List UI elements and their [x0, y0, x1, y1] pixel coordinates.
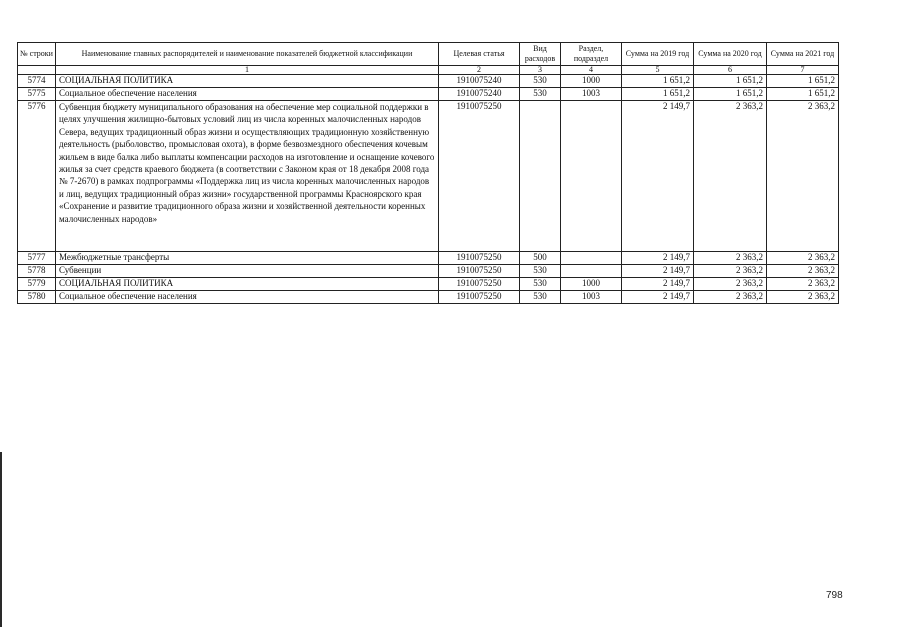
row-sum-2021: 1 651,2 — [767, 75, 839, 88]
row-sum-2020: 2 363,2 — [694, 278, 767, 291]
row-sum-2020: 2 363,2 — [694, 252, 767, 265]
page-number: 798 — [826, 590, 843, 601]
column-number — [18, 66, 56, 75]
table-body — [18, 75, 839, 304]
row-name: Субвенции — [56, 265, 439, 278]
header-row-number: № строки — [18, 43, 56, 66]
row-section — [561, 101, 622, 252]
row-sum-2021: 1 651,2 — [767, 88, 839, 101]
row-sum-2019: 2 149,7 — [622, 252, 694, 265]
table-row — [18, 291, 839, 304]
row-name: Субвенция бюджету муниципального образования на обеспечение мер социальной поддержки в целях улучшения жилищно-бытовых условий лиц из числа коренных малочисленных народов Севера, ведущих традиционный образ жизни и осуществляющих традиционную хозяйственную деятельность (рыболовство, промысловая охота), в форме безвозмездного обеспечения кочевым жильем в виде балка либо выплаты компенсации расходов на изготовление и оснащение кочевого жилья за счет средств краевого бюджета (в соответствии с Законом края от 18 декабря 2008 года № 7-2670) в рамках подпрограммы «Поддержка лиц из числа коренных малочисленных народов и лиц, ведущих традиционный образ жизни» государственной программы Красноярского края «Сохранение и развитие традиционного образа жизни и хозяйственной деятельности коренных малочисленных народов» — [56, 101, 439, 252]
header-name: Наименование главных распорядителей и наименование показателей бюджетной классификации — [56, 43, 439, 66]
header-sum-2021: Сумма на 2021 год — [767, 43, 839, 66]
budget-table — [17, 42, 839, 304]
row-sum-2021: 2 363,2 — [767, 252, 839, 265]
row-name: СОЦИАЛЬНАЯ ПОЛИТИКА — [56, 75, 439, 88]
header-row — [18, 43, 839, 66]
column-number: 2 — [439, 66, 520, 75]
row-sum-2021: 2 363,2 — [767, 265, 839, 278]
header-expense-type: Вид расходов — [520, 43, 561, 66]
column-number: 7 — [767, 66, 839, 75]
scan-edge-line — [0, 452, 2, 627]
row-sum-2020: 2 363,2 — [694, 265, 767, 278]
row-target-article: 1910075250 — [439, 101, 520, 252]
row-section: 1003 — [561, 291, 622, 304]
header-section: Раздел, подраздел — [561, 43, 622, 66]
column-number: 3 — [520, 66, 561, 75]
row-sum-2021: 2 363,2 — [767, 278, 839, 291]
row-sum-2019: 2 149,7 — [622, 101, 694, 252]
row-sum-2019: 2 149,7 — [622, 265, 694, 278]
row-expense-type — [520, 101, 561, 252]
column-number: 5 — [622, 66, 694, 75]
row-expense-type: 530 — [520, 265, 561, 278]
row-expense-type: 500 — [520, 252, 561, 265]
row-section: 1003 — [561, 88, 622, 101]
row-sum-2020: 1 651,2 — [694, 75, 767, 88]
row-section: 1000 — [561, 75, 622, 88]
row-name: Социальное обеспечение населения — [56, 291, 439, 304]
table-row — [18, 278, 839, 291]
row-sum-2019: 2 149,7 — [622, 278, 694, 291]
table-row — [18, 265, 839, 278]
row-sum-2020: 2 363,2 — [694, 101, 767, 252]
table-row — [18, 101, 839, 252]
column-number-row — [18, 66, 839, 75]
row-name: Межбюджетные трансферты — [56, 252, 439, 265]
row-target-article: 1910075240 — [439, 75, 520, 88]
column-number: 4 — [561, 66, 622, 75]
row-name: Социальное обеспечение населения — [56, 88, 439, 101]
row-expense-type: 530 — [520, 278, 561, 291]
row-sum-2020: 1 651,2 — [694, 88, 767, 101]
header-target-article: Целевая статья — [439, 43, 520, 66]
column-number: 1 — [56, 66, 439, 75]
row-sum-2019: 1 651,2 — [622, 75, 694, 88]
row-section: 1000 — [561, 278, 622, 291]
row-sum-2021: 2 363,2 — [767, 291, 839, 304]
row-number: 5775 — [18, 88, 56, 101]
row-number: 5774 — [18, 75, 56, 88]
table-row — [18, 88, 839, 101]
row-section — [561, 265, 622, 278]
table-row — [18, 75, 839, 88]
row-expense-type: 530 — [520, 75, 561, 88]
table-header — [18, 43, 839, 75]
header-sum-2019: Сумма на 2019 год — [622, 43, 694, 66]
row-target-article: 1910075250 — [439, 265, 520, 278]
row-expense-type: 530 — [520, 88, 561, 101]
table-row — [18, 252, 839, 265]
row-target-article: 1910075240 — [439, 88, 520, 101]
row-sum-2021: 2 363,2 — [767, 101, 839, 252]
row-number: 5776 — [18, 101, 56, 252]
row-sum-2020: 2 363,2 — [694, 291, 767, 304]
row-section — [561, 252, 622, 265]
row-number: 5779 — [18, 278, 56, 291]
row-expense-type: 530 — [520, 291, 561, 304]
row-target-article: 1910075250 — [439, 291, 520, 304]
row-target-article: 1910075250 — [439, 252, 520, 265]
header-sum-2020: Сумма на 2020 год — [694, 43, 767, 66]
row-number: 5777 — [18, 252, 56, 265]
row-number: 5780 — [18, 291, 56, 304]
row-sum-2019: 2 149,7 — [622, 291, 694, 304]
row-number: 5778 — [18, 265, 56, 278]
row-target-article: 1910075250 — [439, 278, 520, 291]
row-sum-2019: 1 651,2 — [622, 88, 694, 101]
row-name: СОЦИАЛЬНАЯ ПОЛИТИКА — [56, 278, 439, 291]
column-number: 6 — [694, 66, 767, 75]
